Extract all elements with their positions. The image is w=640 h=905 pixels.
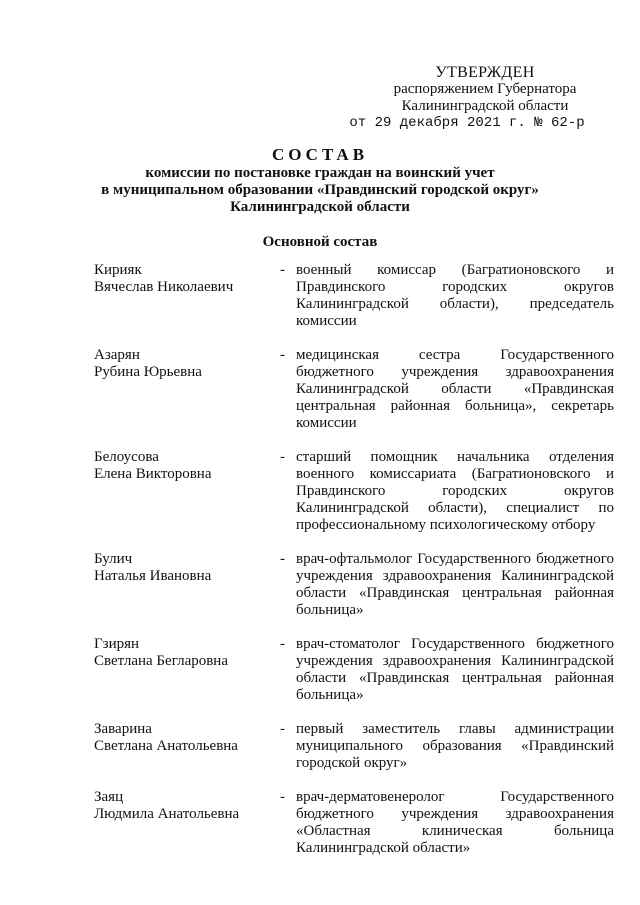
document-title-block <box>0 146 640 216</box>
dash: - <box>280 636 285 652</box>
dash: - <box>280 721 285 737</box>
member-given-name: Светлана Анатольевна <box>94 738 238 754</box>
member-row <box>94 789 614 857</box>
dash: - <box>280 262 285 278</box>
member-given-name: Елена Викторовна <box>94 466 212 482</box>
approved-label: УТВЕРЖДЕН <box>435 64 535 81</box>
member-name <box>94 721 280 772</box>
member-role: старший помощник начальника отделения военного комиссариата (Багратионовского и Правдинского городских округов Калининградской области), специалист по профессиональному психологическому отбору <box>296 449 614 533</box>
document-title: СОСТАВ <box>271 145 369 164</box>
section-title: Основной состав <box>262 234 378 250</box>
title-line-2: в муниципальном образовании «Правдинский городской округ» <box>101 182 539 198</box>
member-surname: Заварина <box>94 721 152 737</box>
member-given-name: Наталья Ивановна <box>94 568 212 584</box>
member-surname: Кирияк <box>94 262 142 278</box>
dash: - <box>280 789 285 805</box>
member-name <box>94 636 280 704</box>
title-line-1: комиссии по постановке граждан на воинский учет <box>145 165 495 181</box>
member-role: военный комиссар (Багратионовского и Правдинского городских округов Калининградской области), председатель комиссии <box>296 262 614 329</box>
member-name <box>94 449 280 534</box>
member-given-name: Людмила Анатольевна <box>94 806 240 822</box>
member-surname: Заяц <box>94 789 124 805</box>
member-name <box>94 789 280 857</box>
member-given-name: Вячеслав Николаевич <box>94 279 234 295</box>
member-role: первый заместитель главы администрации муниципального образования «Правдинский городской округ» <box>296 721 614 771</box>
member-row <box>94 551 614 619</box>
member-role: врач-офтальмолог Государственного бюджетного учреждения здравоохранения Калининградской области «Правдинская центральная районная больница» <box>296 551 614 618</box>
member-name <box>94 347 280 432</box>
dash: - <box>280 449 285 465</box>
member-given-name: Рубина Юрьевна <box>94 364 202 380</box>
member-role: медицинская сестра Государственного бюджетного учреждения здравоохранения Калининградской области «Правдинская центральная районная больница», секретарь комиссии <box>296 347 614 431</box>
member-row <box>94 262 614 330</box>
member-row <box>94 347 614 432</box>
member-given-name: Светлана Бегларовна <box>94 653 228 669</box>
member-surname: Булич <box>94 551 133 567</box>
title-line-3: Калининградской области <box>230 199 410 215</box>
member-row <box>94 721 614 772</box>
member-row <box>94 449 614 534</box>
member-name <box>94 551 280 619</box>
approval-stamp <box>349 64 610 132</box>
approval-region: Калининградской области <box>401 98 569 114</box>
member-surname: Гзирян <box>94 636 140 652</box>
member-surname: Белоусова <box>94 449 159 465</box>
dash: - <box>280 347 285 363</box>
member-surname: Азарян <box>94 347 140 363</box>
approval-authority: распоряжением Губернатора <box>393 81 577 97</box>
member-row <box>94 636 614 704</box>
members-list <box>94 262 614 874</box>
member-name <box>94 262 280 330</box>
decree-date: от 29 декабря 2021 г. № 62-р <box>349 115 585 131</box>
member-role: врач-стоматолог Государственного бюджетного учреждения здравоохранения Калининградской области «Правдинская центральная районная больница» <box>296 636 614 703</box>
dash: - <box>280 551 285 567</box>
member-role: врач-дерматовенеролог Государственного бюджетного учреждения здравоохранения «Областная клиническая больница Калининградской области» <box>296 789 614 856</box>
